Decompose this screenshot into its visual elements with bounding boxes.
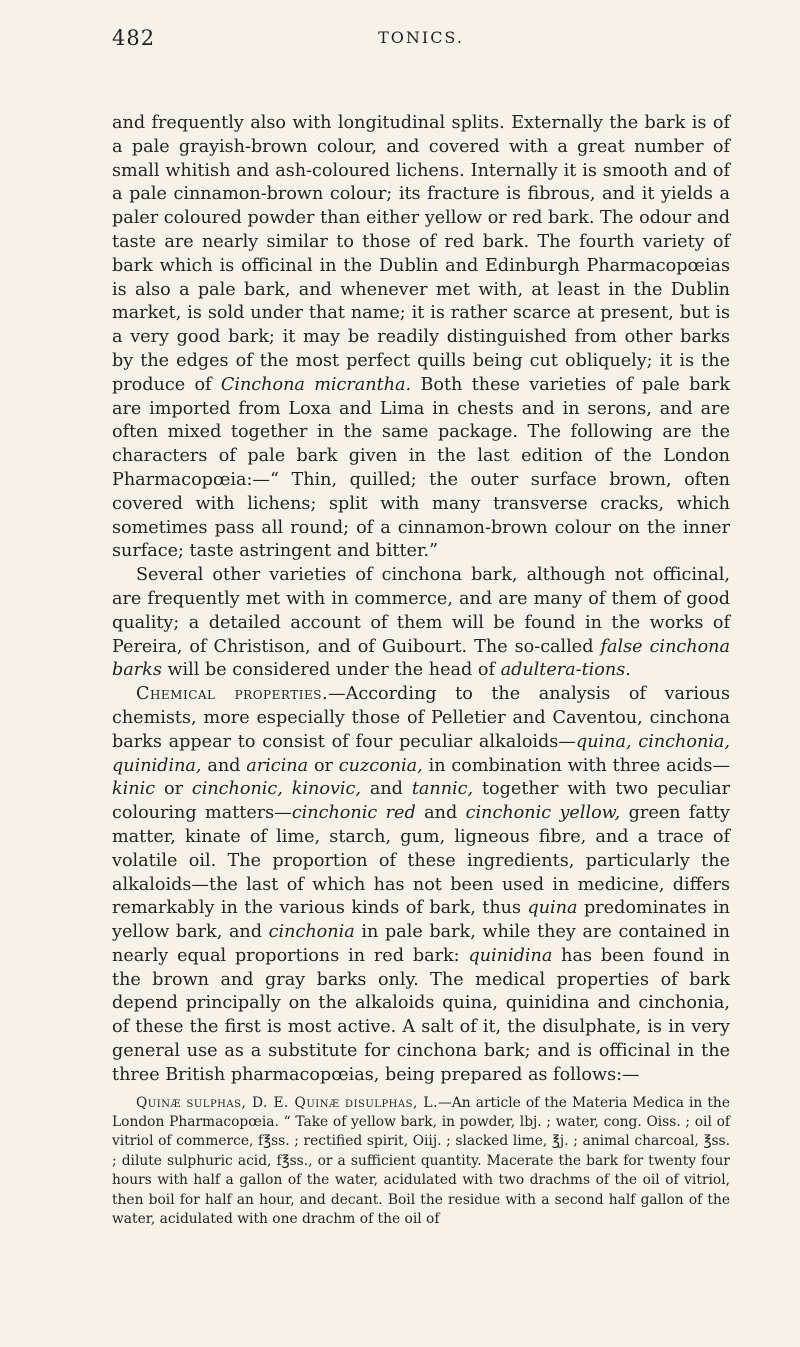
running-head: TONICS.	[378, 28, 464, 47]
paragraph-2: Several other varieties of cinchona bark, although not officinal, are frequently met with in commerce, and are many of them of good quality; a detailed account of them will be found in the works of Pereira, of Christison, and of Guibourt. The so-called false cinchona barks will be considered under the head of adultera-tions.	[112, 565, 730, 681]
small-print-section	[112, 1094, 730, 1230]
paragraph-1: and frequently also with longitudinal splits. Externally the bark is of a pale grayish-brown colour, and covered with a great number of small whitish and ash-coloured lichens. Internally it is smooth and of a pale cinnamon-brown colour; its fracture is fibrous, and it yields a paler coloured powder than either yellow or red bark. The odour and taste are nearly similar to those of red bark. The fourth variety of bark which is officinal in the Dublin and Edinburgh Pharmacopœias is also a pale bark, and whenever met with, at least in the Dublin market, is sold under that name; it is rather scarce at present, but is a very good bark; it may be readily distinguished from other barks by the edges of the most perfect quills being cut obliquely; it is the produce of Cinchona micrantha. Both these varieties of pale bark are imported from Loxa and Lima in chests and in serons, and are often mixed together in the same package. The following are the characters of pale bark given in the last edition of the London Pharmacopœia:—“ Thin, quilled; the outer surface brown, often covered with lichens; split with many transverse cracks, which sometimes pass all round; of a cinnamon-brown colour on the inner surface; taste astringent and bitter.”	[112, 113, 730, 562]
section-heading: Chemical properties.	[136, 684, 329, 705]
paragraph-chemical-properties: Chemical properties.—According to the analysis of various chemists, more especially those of Pelletier and Caventou, cinchona barks appear to consist of four peculiar alkaloids—quina, cinchonia, quinidina, and aricina or cuzconia, in combination with three acids—kinic or cinchonic, kinovic, and tannic, together with two peculiar colouring matters—cinchonic red and cinchonic yellow, green fatty matter, kinate of lime, starch, gum, ligneous fibre, and a trace of volatile oil. The proportion of these ingredients, particularly the alkaloids—the last of which has not been used in medicine, differs remarkably in the various kinds of bark, thus quina predominates in yellow bark, and cinchonia in pale bark, while they are contained in nearly equal proportions in red bark: quinidina has been found in the brown and gray barks only. The medical properties of bark depend principally on the alkaloids quina, quinidina and cinchonia, of these the first is most active. A salt of it, the disulphate, is in very general use as a substitute for cinchona bark; and is officinal in the three British pharmacopœias, being prepared as follows:—	[112, 684, 731, 1085]
subsection-heading: Quinæ sulphas, D. E. Quinæ disulphas, L.	[136, 1094, 438, 1111]
paragraph-quinae-sulphas: Quinæ sulphas, D. E. Quinæ disulphas, L.—An article of the Materia Medica in the London Pharmacopœia. “ Take of yellow bark, in powder, lbj. ; water, cong. Oiss. ; oil of vitriol of commerce, f℥ss. ; rectified spirit, Oiij. ; slacked lime, ℥j. ; animal charcoal, ℥ss. ; dilute sulphuric acid, f℥ss., or a sufficient quantity. Macerate the bark for twenty four hours with half a gallon of the water, acidulated with two drachms of the oil of vitriol, then boil for half an hour, and decant. Boil the residue with a second half gallon of the water, acidulated with one drachm of the oil of	[112, 1094, 730, 1228]
body-text	[112, 112, 730, 1088]
page-header	[112, 0, 730, 60]
page-number: 482	[112, 26, 156, 50]
